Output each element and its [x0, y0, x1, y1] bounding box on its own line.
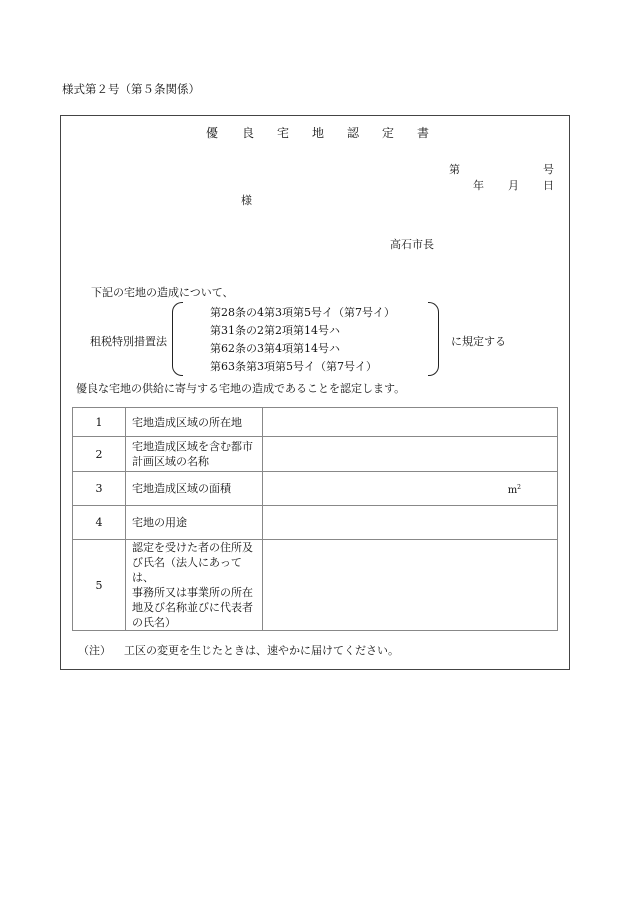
label-line: 宅地造成区域を含む都市 [132, 440, 253, 453]
title-char: 良 [242, 126, 255, 140]
label-line: の氏名） [132, 616, 176, 629]
table-row [73, 437, 558, 472]
row-number: 1 [73, 408, 126, 437]
table-row [73, 472, 558, 506]
unit-superscript: 2 [517, 483, 521, 491]
label-line: び氏名（法人にあっては、 [132, 556, 242, 584]
intro-text: 下記の宅地の造成について、 [91, 286, 234, 299]
note-marker: （注） [78, 644, 111, 657]
certified-party-value-field[interactable] [263, 540, 558, 631]
title-char: 地 [312, 126, 325, 140]
area-value-field[interactable] [263, 472, 558, 506]
table-row [73, 408, 558, 437]
land-use-value-field[interactable] [263, 506, 558, 540]
title-char: 宅 [277, 126, 290, 140]
closing-text: 優良な宅地の供給に寄与する宅地の造成であることを認定します。 [76, 382, 406, 395]
date-day-label: 日 [543, 179, 554, 192]
unit-base: m [507, 484, 518, 496]
location-value-field[interactable] [263, 408, 558, 437]
row-label [126, 472, 263, 506]
label-line: 宅地の用途 [132, 516, 187, 529]
row-number: 2 [73, 437, 126, 472]
date-year-label: 年 [473, 179, 484, 192]
law-clause: 第63条第3項第5号イ（第7号イ） [210, 360, 377, 373]
table-row [73, 506, 558, 540]
label-line: 宅地造成区域の面積 [132, 482, 231, 495]
note-text: 工区の変更を生じたときは、速やかに届けてください。 [124, 644, 399, 657]
row-label [126, 408, 263, 437]
law-clause: 第28条の4第3項第5号イ（第7号イ） [210, 306, 395, 319]
right-brace [428, 302, 439, 376]
label-line: 宅地造成区域の所在地 [132, 415, 242, 429]
title-char: 定 [382, 126, 395, 140]
label-line: 事務所又は事業所の所在 [132, 586, 253, 599]
area-unit [508, 479, 521, 497]
row-number: 4 [73, 506, 126, 540]
row-number: 3 [73, 472, 126, 506]
title-char: 書 [417, 126, 430, 140]
title-char: 優 [206, 126, 219, 140]
left-brace [172, 302, 183, 376]
row-label [126, 540, 263, 631]
row-label [126, 437, 263, 472]
date-month-label: 月 [508, 179, 519, 192]
certificate-number-suffix: 号 [543, 163, 554, 176]
addressee-suffix: 様 [241, 194, 252, 207]
row-number: 5 [73, 540, 126, 631]
law-name: 租税特別措置法 [90, 335, 167, 348]
table-row [73, 540, 558, 631]
details-table [72, 407, 558, 631]
law-clause: 第31条の2第2項第14号ハ [210, 324, 340, 337]
title-char: 認 [347, 126, 360, 140]
form-number-label: 様式第２号（第５条関係） [62, 82, 200, 96]
label-line: 地及び名称並びに代表者 [132, 601, 253, 614]
issuer-name: 高石市長 [390, 238, 434, 251]
clause-suffix: に規定する [451, 335, 506, 348]
certificate-number-prefix: 第 [449, 163, 460, 176]
row-label [126, 506, 263, 540]
label-line: 計画区域の名称 [132, 455, 209, 468]
city-planning-area-value-field[interactable] [263, 437, 558, 472]
label-line: 認定を受けた者の住所及 [132, 541, 253, 554]
law-clause: 第62条の3第4項第14号ハ [210, 342, 340, 355]
